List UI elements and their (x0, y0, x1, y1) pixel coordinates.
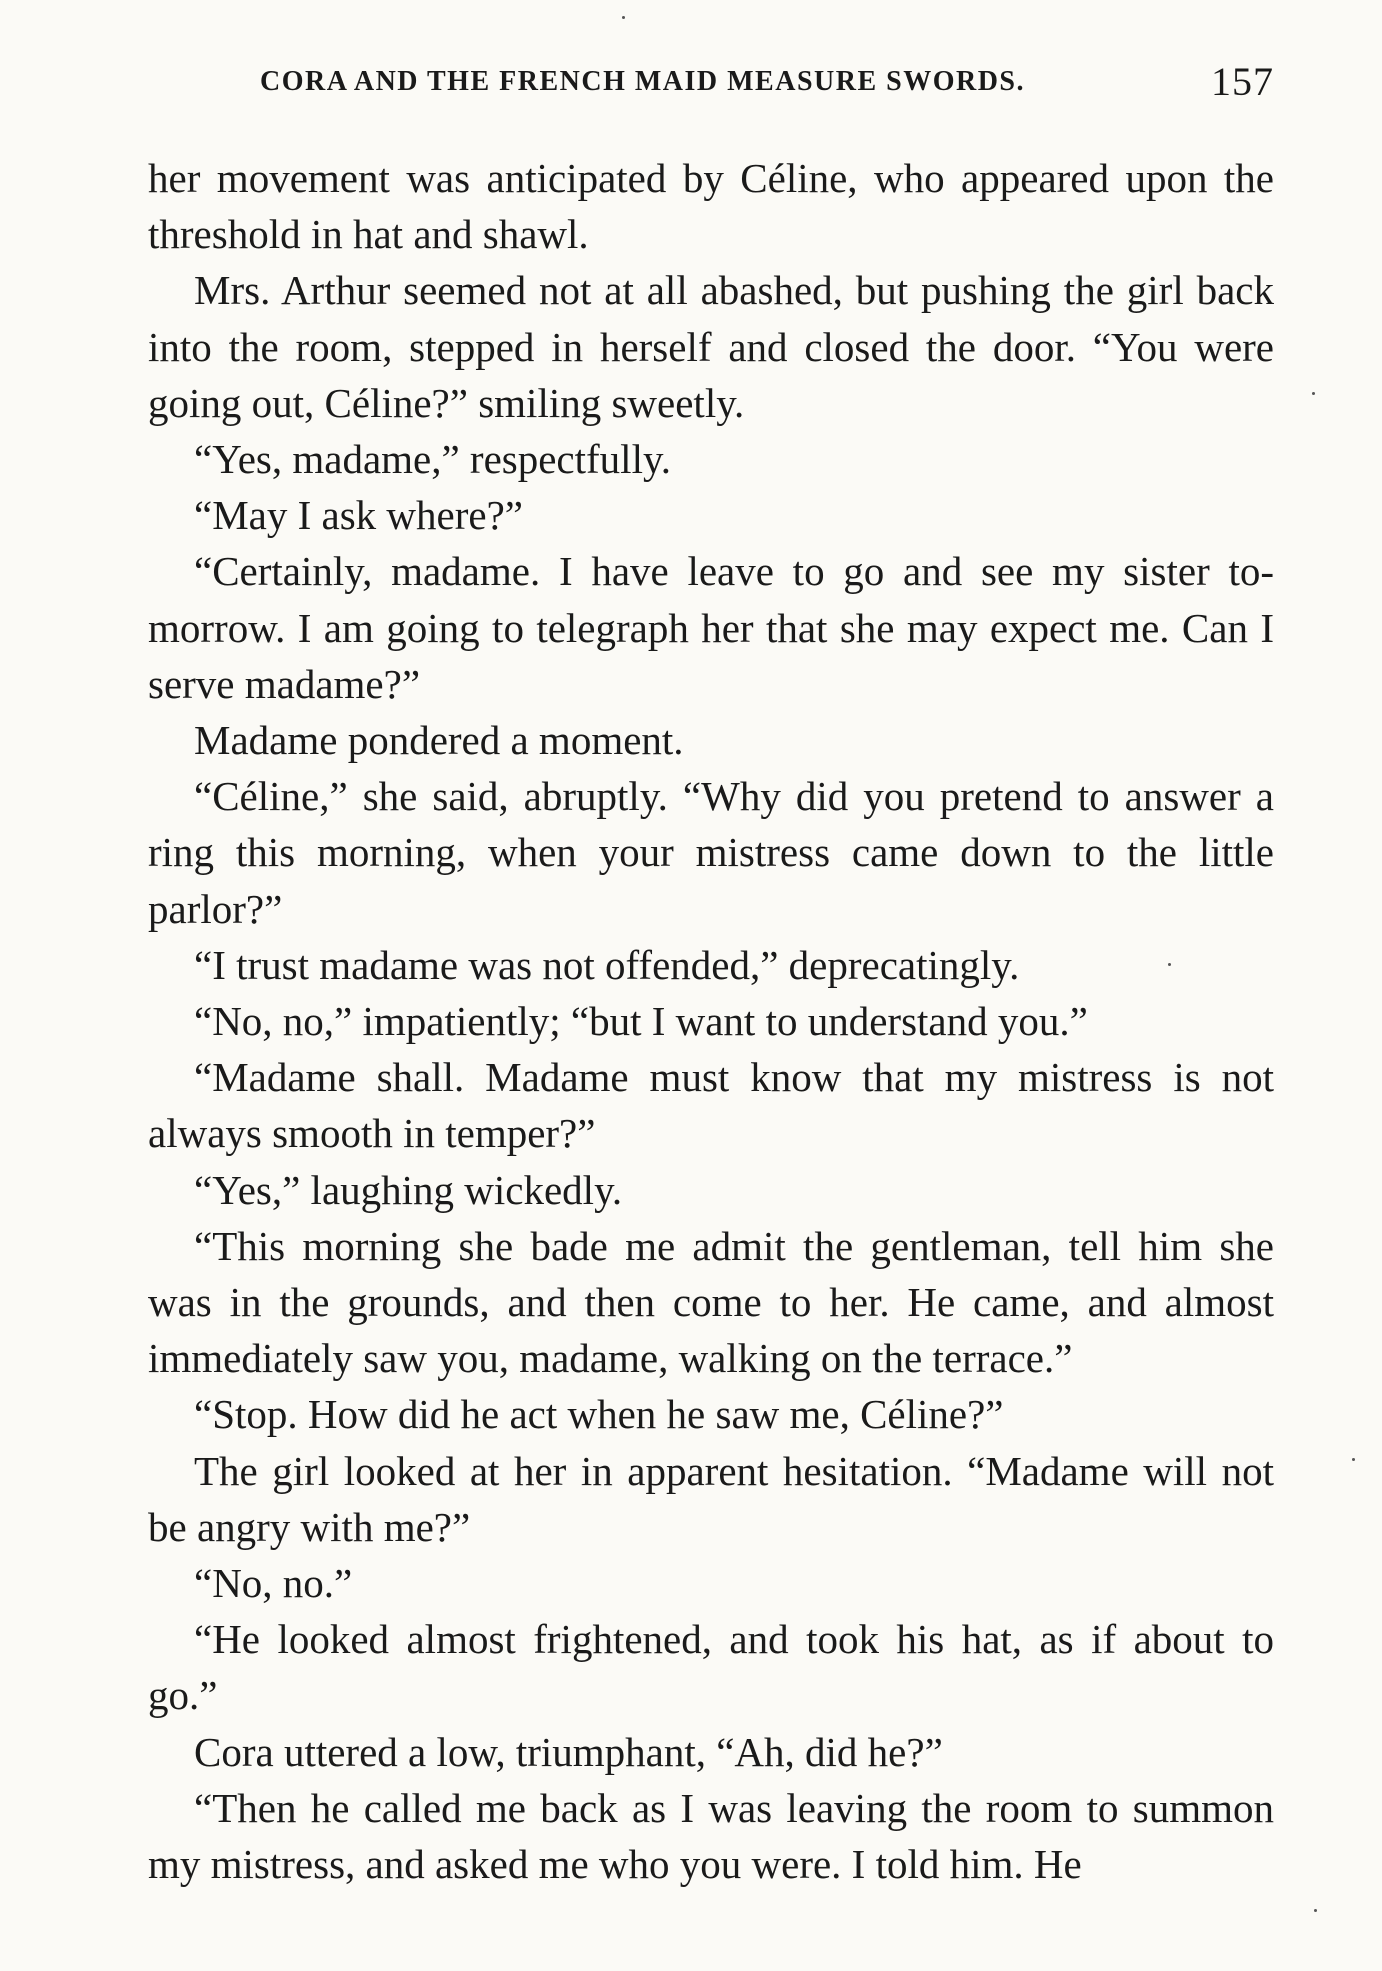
running-head (148, 58, 1274, 108)
paragraph: “May I ask where?” (194, 492, 523, 539)
paragraph: Mrs. Arthur seemed not at all abashed, but pushing the girl back into the room, stepped in herself and closed the door. “You were going out, Céline?” smiling sweetly. (148, 267, 1274, 426)
paragraph: “Madame shall. Madame must know that my mistress is not always smooth in temper?” (148, 1054, 1274, 1157)
running-title: CORA AND THE FRENCH MAID MEASURE SWORDS. (260, 66, 1026, 97)
paragraph: “This morning she bade me admit the gentleman, tell him she was in the grounds, and then come to her. He came, and almost immediately saw you, madame, walking on the terrace.” (148, 1222, 1274, 1382)
paper-speck (1312, 392, 1315, 395)
paragraph-continued: her movement was anticipated by Céline, who appeared upon the threshold in hat and shawl. (148, 155, 1274, 258)
paragraph: “Yes,” laughing wickedly. (194, 1166, 623, 1213)
paragraph: “No, no.” (194, 1560, 353, 1607)
body-text (148, 150, 1274, 1892)
paragraph: “No, no,” impatiently; “but I want to understand you.” (194, 998, 1088, 1045)
paper-speck (622, 16, 625, 19)
paragraph: “Céline,” she said, abruptly. “Why did you pretend to answer a ring this morning, when your mistress came down to the little parlor?” (148, 773, 1274, 932)
paragraph: The girl looked at her in apparent hesitation. “Madame will not be angry with me?” (148, 1447, 1274, 1550)
paragraph: Madame pondered a moment. (194, 717, 684, 764)
paragraph: Cora uttered a low, triumphant, “Ah, did he?” (194, 1728, 943, 1775)
paragraph: “Certainly, madame. I have leave to go and see my sister to-morrow. I am going to telegraph her that she may expect me. Can I serve madame?” (148, 548, 1274, 707)
paragraph: “I trust madame was not offended,” deprecatingly. (194, 941, 1020, 988)
paper-speck (1352, 1458, 1355, 1461)
paper-speck (1168, 963, 1171, 966)
paragraph-continues: “Then he called me back as I was leaving the room to summon my mistress, and asked me who you were. I told him. He (148, 1784, 1274, 1888)
page-number: 157 (1211, 59, 1274, 104)
paragraph: “He looked almost frightened, and took his hat, as if about to go.” (148, 1616, 1274, 1719)
paragraph: “Yes, madame,” respectfully. (194, 436, 672, 483)
paragraph: “Stop. How did he act when he saw me, Céline?” (194, 1391, 1004, 1438)
paper-speck (1314, 1909, 1317, 1912)
